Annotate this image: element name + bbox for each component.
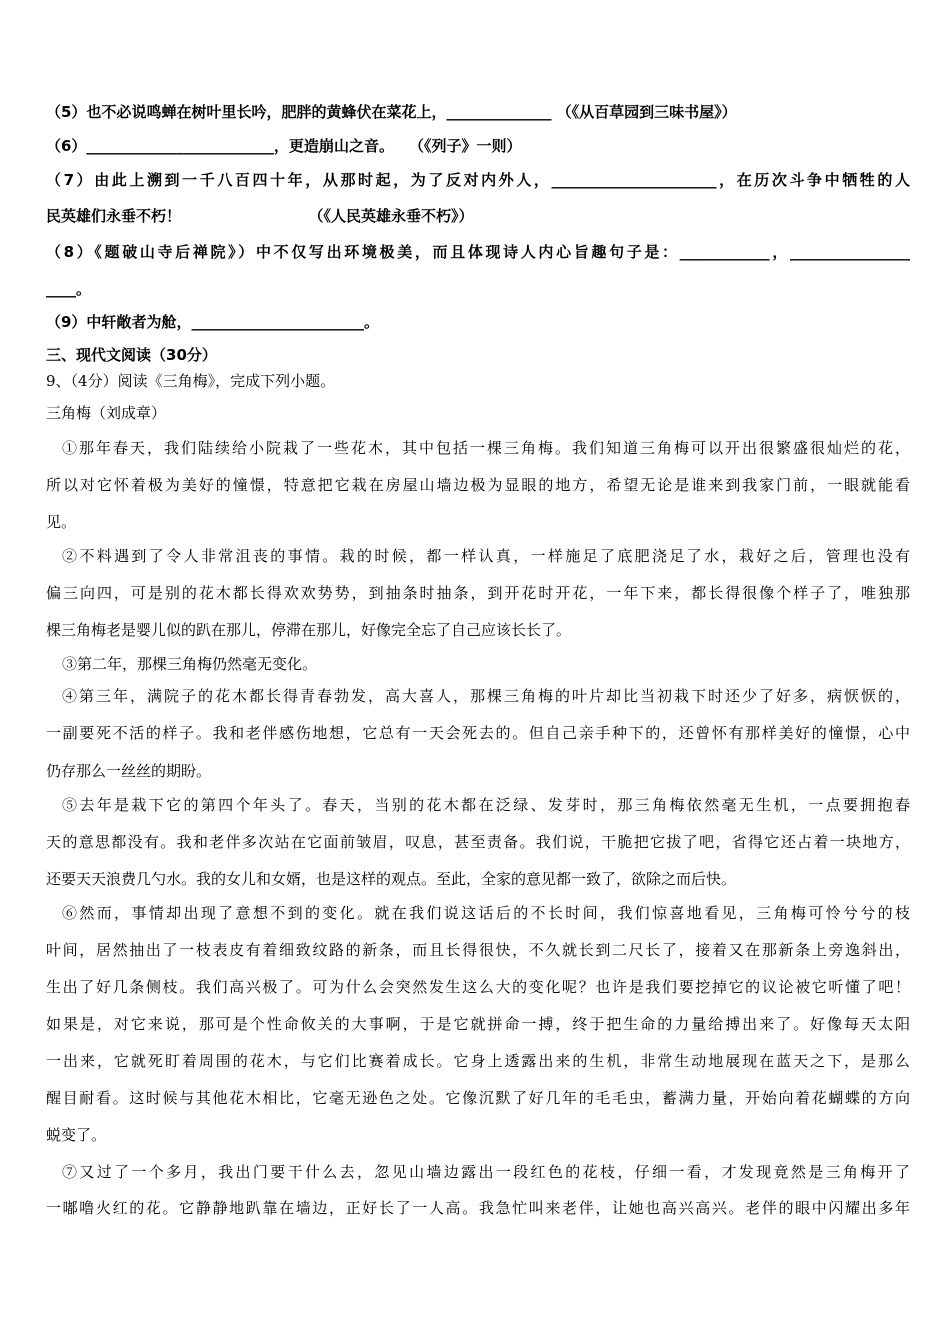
- fill-blank-line: （8）《题破山寺后禅院》）中不仅写出环境极美，而且体现诗人内心旨趣句子是：____________，________________: [46, 243, 910, 261]
- passage-line: 一副要死不活的样子。我和老伴感伤地想，它总有一天会死去的。但自己亲手种下的，还曾怀有那样美好的憧憬，心中: [46, 724, 910, 742]
- passage-line: ④第三年，满院子的花木都长得青春勃发，高大喜人，那棵三角梅的叶片却比当初栽下时还少了好多，病恹恹的，: [62, 687, 910, 705]
- fill-blank-line: （9）中轩敞者为舱，_______________________。: [46, 313, 379, 331]
- passage-line: 天的意思都没有。我和老伴多次站在它面前皱眉，叹息，甚至责备。我们说，干脆把它拔了吧，省得它还占着一块地方，: [46, 833, 910, 851]
- passage-line: 蜕变了。: [46, 1126, 107, 1144]
- passage-line: 见。: [46, 513, 77, 531]
- passage-line: 所以对它怀着极为美好的憧憬，特意把它栽在房屋山墙边极为显眼的地方，希望无论是谁来到我家门前，一眼就能看: [46, 476, 910, 494]
- passage-line: 还要天天浪费几勺水。我的女儿和女婿，也是这样的观点。至此，全家的意见都一致了，欲除之而后快。: [46, 870, 737, 888]
- passage-line: ⑥然而，事情却出现了意想不到的变化。就在我们说这话后的不长时间，我们惊喜地看见，三角梅可怜兮兮的枝: [62, 904, 910, 922]
- passage-line: ①那年春天，我们陆续给小院栽了一些花木，其中包括一棵三角梅。我们知道三角梅可以开出很繁盛很灿烂的花，: [62, 439, 910, 457]
- passage-line: 偏三向四，可是别的花木都长得欢欢势势，到抽条时抽条，到开花时开花，一年下来，都长得很像个样子了，唯独那: [46, 584, 910, 602]
- fill-blank-line: ____。: [46, 280, 92, 298]
- fill-blank-line: （5）也不必说鸣蝉在树叶里长吟，肥胖的黄蜂伏在菜花上，______________ （《从百草园到三味书屋》）: [46, 103, 737, 121]
- passage-line: 生出了好几条侧枝。我们高兴极了。可为什么会突然发生这么大的变化呢？也许是我们要挖掉它的议论被它听懂了吧！: [46, 978, 910, 996]
- passage-line: 棵三角梅老是婴儿似的趴在那儿，停滞在那儿，好像完全忘了自己应该长长了。: [46, 621, 572, 639]
- passage-line: 醒目耐看。这时候与其他花木相比，它毫无逊色之处。它像沉默了好几年的毛毛虫，蓄满力量，开始向着花蝴蝶的方向: [46, 1089, 910, 1107]
- question-prompt: 9、（4分）阅读《三角梅》，完成下列小题。: [46, 372, 336, 390]
- fill-blank-line: 民英雄们永垂不朽！ （《人民英雄永垂不朽》）: [46, 207, 474, 225]
- fill-blank-line: （7）由此上溯到一千八百四十年，从那时起，为了反对内外人，______________________，在历次斗争中牺牲的人: [46, 171, 910, 189]
- fill-blank-line: （6）_________________________，更造崩山之音。 （《列子》一则）: [46, 137, 522, 155]
- passage-line: ③第二年，那棵三角梅仍然毫无变化。: [62, 655, 318, 673]
- passage-line: 叶间，居然抽出了一枝表皮有着细致纹路的新条，而且长得很快，不久就长到二尺长了，接着又在那新条上旁逸斜出，: [46, 941, 910, 959]
- article-title: 三角梅（刘成章）: [46, 404, 167, 422]
- passage-line: ⑤去年是栽下它的第四个年头了。春天，当别的花木都在泛绿、发芽时，那三角梅依然毫无生机，一点要拥抱春: [62, 796, 910, 814]
- passage-line: 一出来，它就死盯着周围的花木，与它们比赛着成长。它身上透露出来的生机，非常生动地展现在蓝天之下，是那么: [46, 1052, 910, 1070]
- passage-line: 仍存那么一丝丝的期盼。: [46, 762, 212, 780]
- passage-line: ⑦又过了一个多月，我出门要干什么去，忽见山墙边露出一段红色的花枝，仔细一看，才发现竟然是三角梅开了: [62, 1163, 910, 1181]
- passage-line: ②不料遇到了令人非常沮丧的事情。栽的时候，都一样认真，一样施足了底肥浇足了水，栽好之后，管理也没有: [62, 547, 910, 565]
- section-title: 三、现代文阅读（30分）: [46, 346, 217, 364]
- passage-line: 如果是，对它来说，那可是个性命攸关的大事啊，于是它就拼命一搏，终于把生命的力量给搏出来了。好像每天太阳: [46, 1015, 910, 1033]
- passage-line: 一嘟噜火红的花。它静静地趴靠在墙边，正好长了一人高。我急忙叫来老伴，让她也高兴高兴。老伴的眼中闪耀出多年: [46, 1199, 910, 1217]
